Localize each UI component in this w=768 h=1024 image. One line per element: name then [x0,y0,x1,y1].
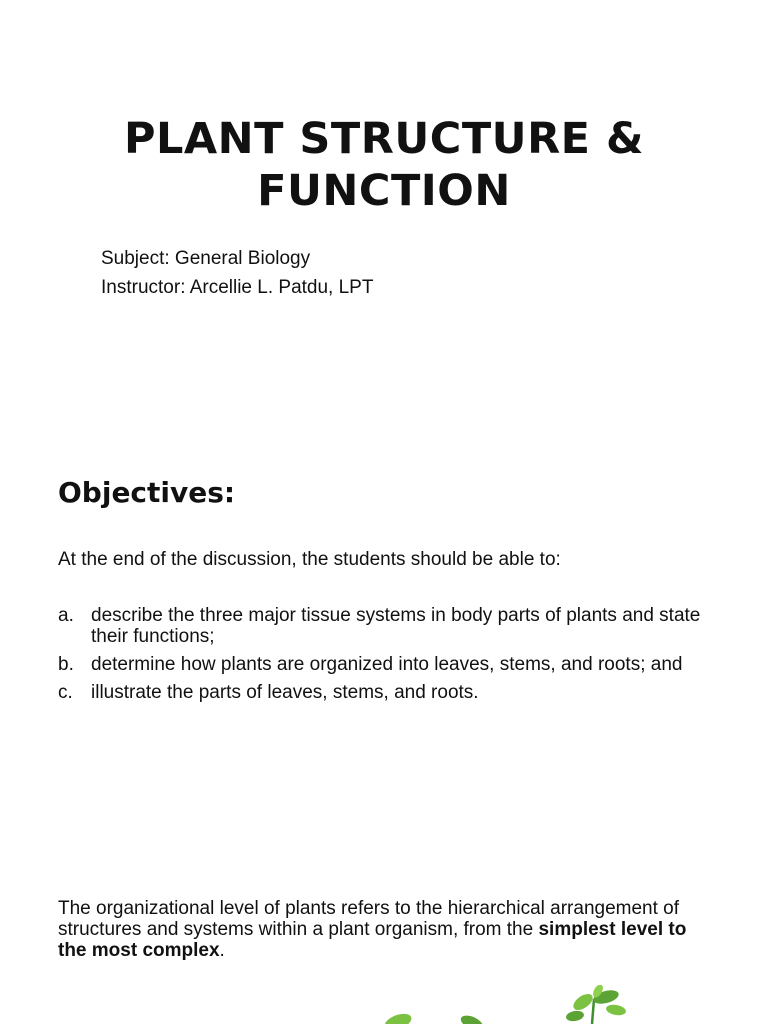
instructor-line: Instructor: Arcellie L. Patdu, LPT [101,277,374,298]
objectives-intro: At the end of the discussion, the students should be able to: [58,549,561,570]
title-line-1: PLANT STRUCTURE & [123,114,645,164]
paragraph-end: . [219,940,225,961]
paragraph-emphasis: simplest level to the most complex [58,919,687,961]
objective-text: illustrate the parts of leaves, stems, and roots. [91,682,479,703]
subject-line: Subject: General Biology [101,248,311,269]
course-meta [101,244,373,302]
objective-marker: c. [58,682,73,703]
objective-item [58,682,718,703]
seedling-right [565,985,626,1024]
title-line-2: FUNCTION [257,166,511,216]
seedling-left [382,1011,413,1024]
objective-marker: a. [58,605,74,626]
organization-paragraph [58,898,718,961]
objective-marker: b. [58,654,74,675]
plant-seedlings-image [370,985,640,1024]
page-title [0,113,768,217]
objectives-list [58,605,718,710]
objective-item [58,654,718,675]
objective-text: describe the three major tissue systems in body parts of plants and state their functions; [91,605,701,647]
paragraph-text: The organizational level of plants refers to the hierarchical arrangement of structures and systems within a plant organism, from the [58,898,680,940]
objectives-heading: Objectives: [58,476,236,509]
objective-item [58,605,718,647]
objective-text: determine how plants are organized into leaves, stems, and roots; and [91,654,683,675]
seedling-middle [459,1012,486,1024]
